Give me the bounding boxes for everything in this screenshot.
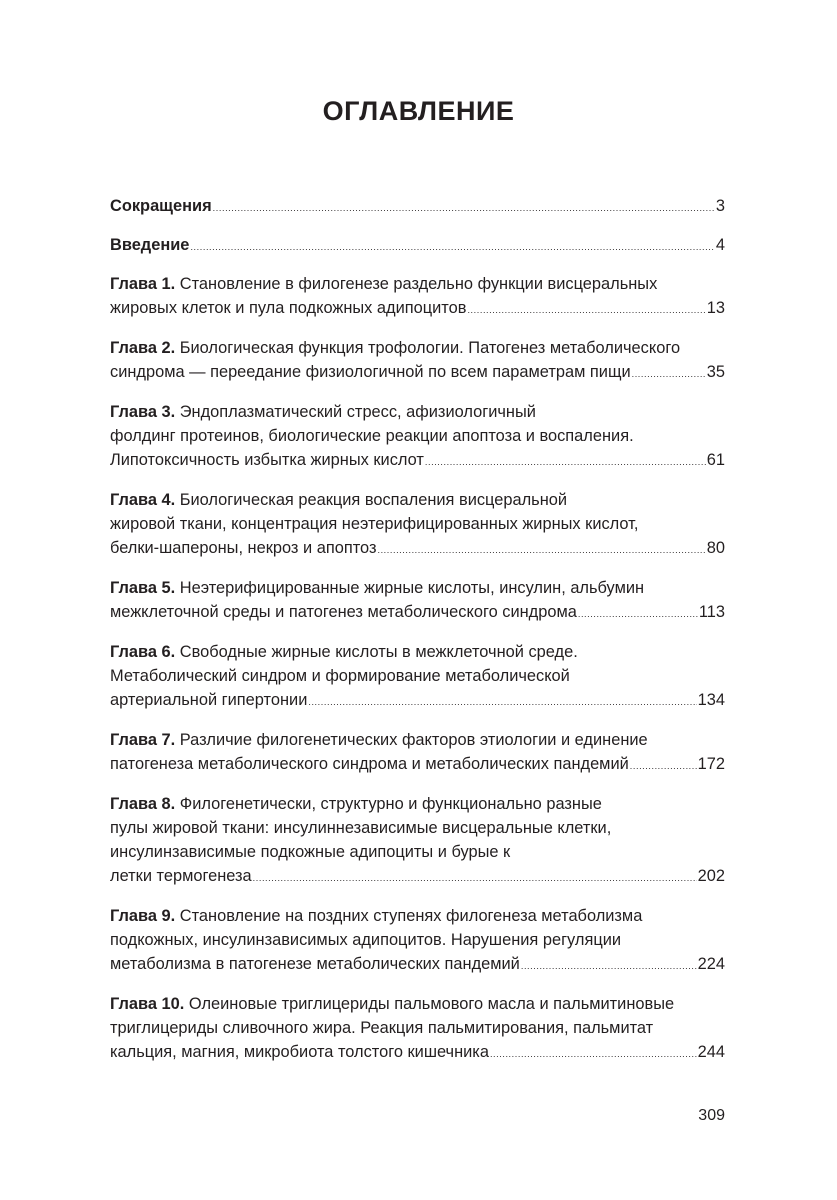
toc-entry-text: жировой ткани, концентрация неэтерифицированных жирных кислот,	[110, 515, 639, 533]
toc-page-number: 202	[697, 867, 725, 885]
toc-entry[interactable]	[110, 728, 725, 778]
toc-page-number: 172	[697, 755, 725, 773]
toc-page-number: 13	[706, 299, 725, 317]
page-number: 309	[698, 1107, 725, 1124]
leader-dots	[630, 754, 697, 778]
toc-page-number: 80	[706, 539, 725, 557]
toc-entry-line	[110, 576, 725, 600]
toc-entry[interactable]	[110, 576, 725, 626]
toc-entry-line	[110, 664, 725, 688]
leader-dots	[308, 690, 696, 714]
toc-entry-text: кальция, магния, микробиота толстого кишечника	[110, 1043, 489, 1061]
toc-entry-text: летки термогенеза	[110, 867, 252, 885]
toc-entry-text: межклеточной среды и патогенез метаболического синдрома	[110, 603, 577, 621]
toc-entry-label: Глава 8.	[110, 795, 176, 813]
toc-entry-text: Свободные жирные кислоты в межклеточной среде.	[179, 643, 578, 661]
toc-entry-text: Различие филогенетических факторов этиологии и единение	[179, 731, 648, 749]
toc-entry-line	[110, 272, 725, 296]
toc-entry-line	[110, 296, 725, 322]
toc-page-number: 113	[698, 603, 725, 621]
leader-dots	[253, 866, 697, 890]
toc-entry-label: Глава 7.	[110, 731, 176, 749]
toc-page-number: 244	[697, 1043, 725, 1061]
toc-page-number: 134	[697, 691, 725, 709]
leader-dots	[425, 450, 706, 474]
toc-entry[interactable]	[110, 488, 725, 562]
leader-dots	[190, 235, 714, 259]
toc-entry-text: жировых клеток и пула подкожных адипоцитов	[110, 299, 467, 317]
leader-dots	[377, 538, 705, 562]
toc-entry-text: Становление на поздних ступенях филогенеза метаболизма	[179, 907, 643, 925]
toc-entry-label: Глава 6.	[110, 643, 176, 661]
toc-entry-text: метаболизма в патогенезе метаболических пандемий	[110, 955, 520, 973]
toc-page-number: 224	[697, 955, 725, 973]
toc-entry-line	[110, 536, 725, 562]
toc-entry[interactable]	[110, 992, 725, 1066]
toc-entry[interactable]	[110, 400, 725, 474]
toc-entry-label: Глава 2.	[110, 339, 176, 357]
leader-dots	[578, 602, 698, 626]
toc-entry[interactable]	[110, 233, 725, 259]
toc-entry-line	[110, 840, 725, 864]
leader-dots	[213, 196, 715, 220]
leader-dots	[632, 362, 706, 386]
toc-entry-text: Филогенетически, структурно и функционально разные	[179, 795, 602, 813]
toc-entry-label: Сокращения	[110, 197, 212, 215]
toc-entry[interactable]	[110, 272, 725, 322]
toc-entry-line	[110, 728, 725, 752]
toc-page-number: 4	[715, 236, 725, 254]
leader-dots	[490, 1042, 697, 1066]
toc-entry-line	[110, 688, 725, 714]
toc-entry-label: Глава 3.	[110, 403, 176, 421]
toc-entry-text: Метаболический синдром и формирование метаболической	[110, 667, 570, 685]
toc-entry-line	[110, 640, 725, 664]
toc-page-number: 61	[706, 451, 725, 469]
leader-dots	[521, 954, 697, 978]
toc-entry-line	[110, 904, 725, 928]
toc-entry[interactable]	[110, 194, 725, 220]
toc-entry-line	[110, 992, 725, 1016]
table-of-contents	[110, 194, 725, 1080]
leader-dots	[467, 298, 705, 322]
toc-entry-line	[110, 233, 725, 259]
toc-entry[interactable]	[110, 640, 725, 714]
toc-entry-line	[110, 928, 725, 952]
toc-entry-line	[110, 952, 725, 978]
toc-entry-line	[110, 600, 725, 626]
toc-entry-text: артериальной гипертонии	[110, 691, 308, 709]
toc-entry-line	[110, 1040, 725, 1066]
toc-entry-label: Глава 5.	[110, 579, 176, 597]
toc-entry-line	[110, 424, 725, 448]
toc-entry-line	[110, 752, 725, 778]
toc-entry-line	[110, 792, 725, 816]
toc-entry-line	[110, 336, 725, 360]
toc-entry-line	[110, 194, 725, 220]
toc-entry-text: Становление в филогенезе раздельно функции висцеральных	[179, 275, 658, 293]
toc-entry-text: Биологическая функция трофологии. Патогенез метаболического	[179, 339, 681, 357]
toc-page-number: 35	[706, 363, 725, 381]
toc-entry-text: Эндоплазматический стресс, афизиологичный	[179, 403, 536, 421]
toc-entry[interactable]	[110, 792, 725, 890]
toc-page-number: 3	[715, 197, 725, 215]
toc-entry-text: синдрома — переедание физиологичной по всем параметрам пищи	[110, 363, 631, 381]
toc-entry-line	[110, 488, 725, 512]
toc-entry-text: инсулинзависимые подкожные адипоциты и бурые к	[110, 843, 511, 861]
page-title: ОГЛАВЛЕНИЕ	[322, 96, 515, 126]
toc-entry-label: Глава 10.	[110, 995, 185, 1013]
toc-entry-label: Глава 1.	[110, 275, 176, 293]
toc-entry-text: Олеиновые триглицериды пальмового масла и пальмитиновые	[188, 995, 675, 1013]
toc-entry-line	[110, 816, 725, 840]
toc-entry-text: патогенеза метаболического синдрома и метаболических пандемий	[110, 755, 629, 773]
toc-entry-line	[110, 864, 725, 890]
toc-entry-line	[110, 400, 725, 424]
toc-entry-text: белки-шапероны, некроз и апоптоз	[110, 539, 377, 557]
toc-entry[interactable]	[110, 904, 725, 978]
toc-entry-label: Введение	[110, 236, 190, 254]
toc-entry-label: Глава 9.	[110, 907, 176, 925]
toc-entry-text: Липотоксичность избытка жирных кислот	[110, 451, 424, 469]
toc-entry-line	[110, 1016, 725, 1040]
toc-entry-text: фолдинг протеинов, биологические реакции апоптоза и воспаления.	[110, 427, 634, 445]
toc-entry-line	[110, 360, 725, 386]
toc-entry-line	[110, 512, 725, 536]
toc-entry-text: Неэтерифицированные жирные кислоты, инсулин, альбумин	[179, 579, 645, 597]
toc-entry-text: Биологическая реакция воспаления висцеральной	[179, 491, 568, 509]
toc-entry-text: триглицериды сливочного жира. Реакция пальмитирования, пальмитат	[110, 1019, 654, 1037]
toc-entry-line	[110, 448, 725, 474]
toc-entry-text: подкожных, инсулинзависимых адипоцитов. Нарушения регуляции	[110, 931, 622, 949]
toc-entry[interactable]	[110, 336, 725, 386]
toc-entry-text: пулы жировой ткани: инсулиннезависимые висцеральные клетки,	[110, 819, 612, 837]
toc-entry-label: Глава 4.	[110, 491, 176, 509]
